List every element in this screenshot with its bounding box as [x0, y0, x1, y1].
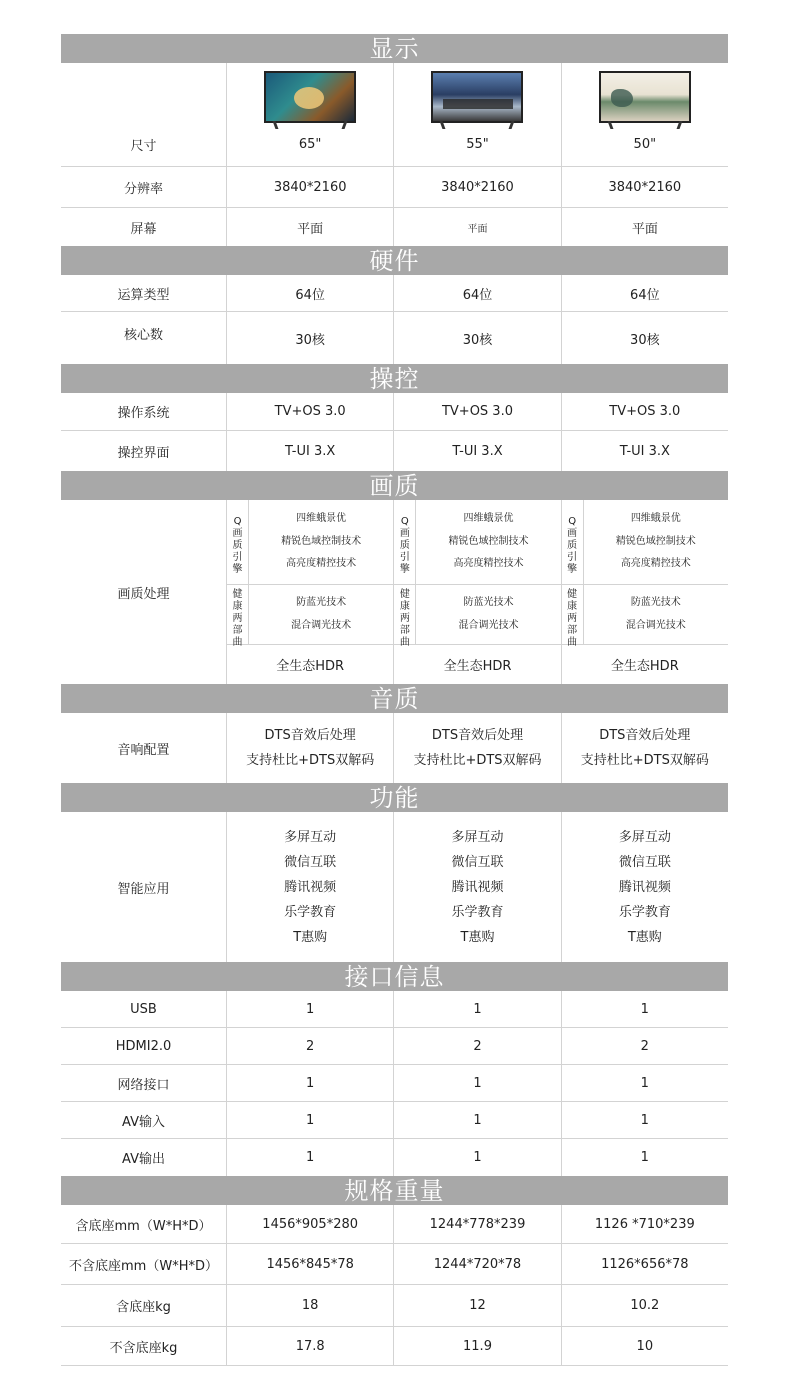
tv-cell — [561, 63, 728, 166]
cell: 2 — [561, 1028, 728, 1064]
row-label: 分辨率 — [61, 167, 227, 207]
cell: 10.2 — [561, 1285, 728, 1326]
pq-engine-tag: Q 画 质 引 擎 — [227, 500, 249, 584]
pq-cell — [561, 500, 728, 684]
cell: 1 — [306, 1150, 315, 1165]
row-label: HDMI2.0 — [61, 1028, 227, 1064]
cell: 30核 — [393, 312, 560, 364]
row-label: USB — [61, 991, 227, 1027]
tv-cell — [393, 63, 560, 166]
row-apps — [61, 812, 728, 962]
row-label: 音响配置 — [61, 713, 227, 783]
section-header-function: 功能 — [61, 783, 728, 812]
pq-health-list: 防蓝光技术 混合调光技术 — [458, 597, 519, 631]
section-header-hardware: 硬件 — [61, 246, 728, 275]
cell: 平面 — [561, 208, 728, 246]
tv-size: 50" — [633, 137, 657, 152]
row-av-out — [61, 1139, 728, 1176]
tv-50-image — [597, 71, 693, 129]
cell: T-UI 3.X — [285, 443, 336, 459]
cell: 1 — [393, 1139, 560, 1176]
cell: 多屏互动 微信互联 腾讯视频 乐学教育 T惠购 — [561, 812, 728, 962]
row-label: AV输出 — [61, 1139, 227, 1176]
pq-health-list: 防蓝光技术 混合调光技术 — [291, 597, 352, 631]
pq-hdr: 全生态HDR — [443, 659, 512, 674]
row-label: 操作系统 — [61, 393, 227, 430]
cell: 1244*720*78 — [393, 1244, 560, 1284]
cell: 18 — [301, 1298, 319, 1313]
cell: 12 — [393, 1285, 560, 1326]
section-header-picture: 画质 — [61, 471, 728, 500]
cell: 多屏互动 微信互联 腾讯视频 乐学教育 T惠购 — [284, 829, 337, 945]
cell: 1126 *710*239 — [561, 1205, 728, 1243]
cell: 1 — [393, 1102, 560, 1138]
pq-engine-list: 四维蛾景优 精锐色域控制技术 高亮度精控技术 — [281, 513, 362, 570]
section-header-spec: 规格重量 — [61, 1176, 728, 1205]
cell: 1 — [561, 1139, 728, 1176]
cell: 1 — [306, 1112, 315, 1128]
cell: 17.8 — [295, 1338, 325, 1354]
pq-engine-list: 四维蛾景优 精锐色域控制技术 高亮度精控技术 — [448, 513, 529, 570]
pq-health-tag: 健 康 两 部 曲 — [394, 585, 416, 644]
pq-health — [227, 585, 393, 648]
row-av-in — [61, 1102, 728, 1139]
row-label: 核心数 — [61, 312, 227, 364]
row-label: 含底座kg — [61, 1285, 227, 1326]
cell: 2 — [306, 1038, 315, 1054]
pq-health — [562, 585, 728, 648]
cell: 平面 — [297, 221, 324, 237]
pq-engine-tag: Q 画 质 引 擎 — [562, 500, 584, 584]
row-usb — [61, 991, 728, 1028]
cell: 3840*2160 — [561, 167, 728, 207]
row-weight-with-stand — [61, 1285, 728, 1327]
row-label: 画质处理 — [61, 500, 227, 684]
cell: 1 — [393, 991, 560, 1027]
cell: 1244*778*239 — [393, 1205, 560, 1243]
cell: 30核 — [295, 332, 325, 348]
row-label: 含底座mm（W*H*D） — [61, 1205, 227, 1243]
cell: 1 — [561, 1102, 728, 1138]
row-label: 屏幕 — [61, 208, 227, 246]
pq-health-list: 防蓝光技术 混合调光技术 — [625, 597, 686, 631]
cell: 10 — [561, 1327, 728, 1365]
cell: DTS音效后处理 支持杜比+DTS双解码 — [246, 728, 375, 768]
row-resolution — [61, 167, 728, 208]
row-cpu — [61, 275, 728, 312]
pq-health-tag: 健 康 两 部 曲 — [227, 585, 249, 644]
pq-health — [394, 585, 560, 648]
cell: TV+OS 3.0 — [274, 404, 346, 419]
row-size — [61, 63, 728, 167]
tv-65-image — [262, 71, 358, 129]
cell: 1 — [561, 991, 728, 1027]
pq-cell — [227, 500, 393, 684]
cell: T-UI 3.X — [393, 431, 560, 471]
cell: 64位 — [393, 275, 560, 311]
cell: 1126*656*78 — [561, 1244, 728, 1284]
row-label: 网络接口 — [61, 1065, 227, 1101]
tv-size: 55" — [466, 137, 489, 152]
cell: TV+OS 3.0 — [561, 393, 728, 430]
row-size-without-stand — [61, 1244, 728, 1285]
cell: 64位 — [561, 275, 728, 311]
cell: 1 — [393, 1065, 560, 1101]
pq-hdr: 全生态HDR — [276, 659, 345, 674]
cell: 1456*905*280 — [262, 1216, 359, 1232]
row-label: 不含底座kg — [61, 1327, 227, 1365]
row-label: AV输入 — [61, 1102, 227, 1138]
row-weight-without-stand — [61, 1327, 728, 1366]
row-audio — [61, 713, 728, 783]
pq-engine-list: 四维蛾景优 精锐色域控制技术 高亮度精控技术 — [615, 513, 696, 570]
cell: 平面 — [393, 208, 560, 246]
cell: 1 — [306, 1001, 315, 1017]
row-screen — [61, 208, 728, 246]
spec-table — [61, 34, 728, 1366]
cell: 1456*845*78 — [266, 1256, 354, 1272]
cell: 1 — [306, 1075, 315, 1091]
row-ui — [61, 431, 728, 471]
row-label: 运算类型 — [61, 275, 227, 311]
pq-engine-tag: Q 画 质 引 擎 — [394, 500, 416, 584]
tv-cell — [227, 63, 393, 166]
cell: DTS音效后处理 支持杜比+DTS双解码 — [393, 713, 560, 783]
pq-health-tag: 健 康 两 部 曲 — [562, 585, 584, 644]
cell: 2 — [393, 1028, 560, 1064]
pq-engine — [562, 500, 728, 585]
row-cores — [61, 312, 728, 364]
cell: DTS音效后处理 支持杜比+DTS双解码 — [561, 713, 728, 783]
section-header-audio: 音质 — [61, 684, 728, 713]
cell: 30核 — [561, 312, 728, 364]
cell: 3840*2160 — [273, 179, 347, 195]
row-label: 不含底座mm（W*H*D） — [61, 1244, 227, 1284]
cell: 64位 — [295, 287, 325, 303]
row-picture — [61, 500, 728, 684]
row-network — [61, 1065, 728, 1102]
cell: 3840*2160 — [393, 167, 560, 207]
cell: 11.9 — [393, 1327, 560, 1365]
cell: 多屏互动 微信互联 腾讯视频 乐学教育 T惠购 — [393, 812, 560, 962]
cell: TV+OS 3.0 — [393, 393, 560, 430]
row-label: 尺寸 — [61, 63, 227, 166]
row-label: 智能应用 — [61, 812, 227, 962]
section-header-display: 显示 — [61, 34, 728, 63]
pq-engine — [227, 500, 393, 585]
section-header-control: 操控 — [61, 364, 728, 393]
row-size-with-stand — [61, 1205, 728, 1244]
tv-size: 65" — [298, 137, 322, 152]
tv-55-image — [429, 71, 525, 129]
cell: 1 — [561, 1065, 728, 1101]
row-label: 操控界面 — [61, 431, 227, 471]
pq-cell — [393, 500, 560, 684]
row-os — [61, 393, 728, 431]
pq-engine — [394, 500, 560, 585]
cell: T-UI 3.X — [561, 431, 728, 471]
pq-hdr: 全生态HDR — [610, 659, 679, 674]
row-hdmi — [61, 1028, 728, 1065]
section-header-ports: 接口信息 — [61, 962, 728, 991]
